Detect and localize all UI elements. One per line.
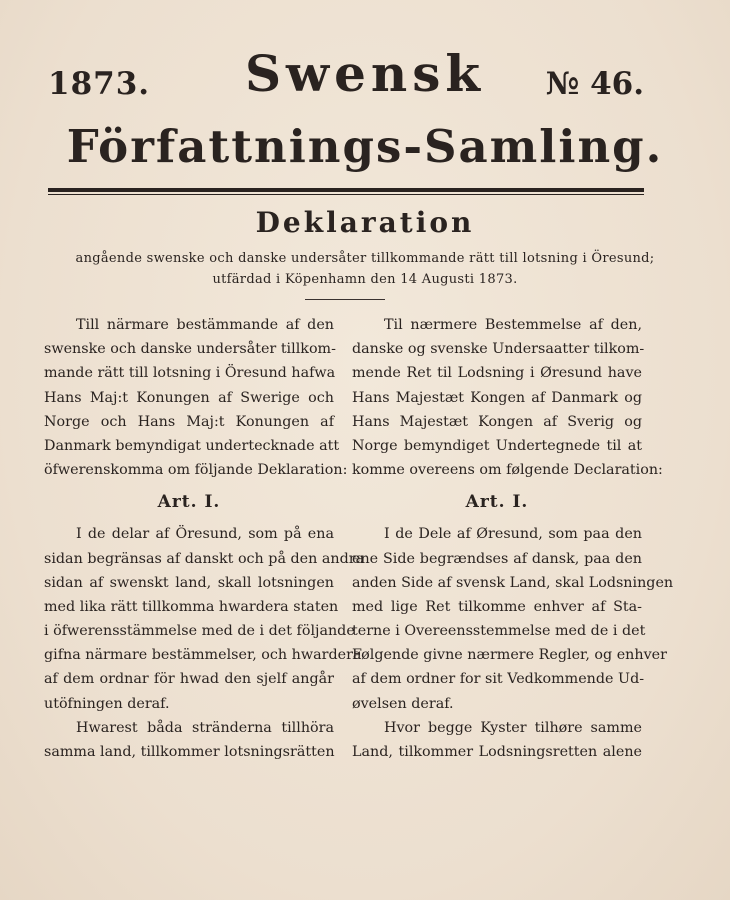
text-line: med lige Ret tilkomme enhver af Sta- xyxy=(352,598,642,615)
publication-year: 1873. xyxy=(48,66,151,102)
masthead-title-line2: Författnings-Samling. xyxy=(66,120,664,173)
text-line: utöfningen deraf. xyxy=(44,695,170,712)
text-line: af dem ordner for sit Vedkommende Ud- xyxy=(352,671,645,688)
text-line: Norge och Hans Maj:t Konungen af xyxy=(44,413,334,430)
text-line: Hvor begge Kyster tilhøre samme xyxy=(384,719,642,736)
subheading-line1: angående swenske och danske undersåter tillkommande rätt till lotsning i Öresund; xyxy=(75,251,655,266)
text-line: I de Dele af Øresund, som paa den xyxy=(384,526,642,543)
text-line: mande rätt till lotsning i Öresund hafwa xyxy=(44,365,336,382)
text-line: øvelsen deraf. xyxy=(352,695,454,712)
masthead-rule-thin xyxy=(48,194,644,195)
swedish-column xyxy=(44,313,365,764)
text-line: Til nærmere Bestemmelse af den, xyxy=(384,317,642,333)
text-line: sidan begränsas af danskt och på den andra xyxy=(44,550,365,567)
text-line: mende Ret til Lodsning i Øresund have xyxy=(352,365,642,382)
text-line: danske og svenske Undersaatter tilkom- xyxy=(352,341,645,358)
text-line: med lika rätt tillkomma hwardera staten xyxy=(44,598,339,615)
issue-number: № 46. xyxy=(545,66,644,102)
text-line: sidan af swenskt land, skall lotsningen xyxy=(44,574,334,591)
text-line: af dem ordnar för hwad den sjelf angår xyxy=(44,671,334,688)
text-line: terne i Overeensstemmelse med de i det xyxy=(352,623,646,640)
masthead-rule-thick xyxy=(48,188,644,192)
masthead-title-line1: Swensk xyxy=(244,44,486,103)
text-line: Land, tilkommer Lodsningsretten alene xyxy=(352,744,642,760)
text-line: öfwerenskomma om följande Deklaration: xyxy=(44,462,348,479)
text-line: Till närmare bestämmande af den xyxy=(76,317,334,333)
text-line: Hans Majestæt Kongen af Danmark og xyxy=(352,389,642,406)
section-divider xyxy=(305,299,385,300)
text-line: gifna närmare bestämmelser, och hwardera xyxy=(44,647,362,664)
text-line: Hans Majestæt Kongen af Sverig og xyxy=(352,413,642,430)
text-line: Norge bemyndiget Undertegnede til at xyxy=(352,437,642,454)
document-heading: Deklaration xyxy=(255,206,475,239)
article-title: Art. I. xyxy=(465,492,529,513)
text-line: swenske och danske undersåter tillkom- xyxy=(44,341,336,358)
text-line: samma land, tillkommer lotsningsrätten xyxy=(44,744,335,760)
text-line: anden Side af svensk Land, skal Lodsningen xyxy=(352,574,674,591)
subheading-line2: utfärdad i Köpenhamn den 14 Augusti 1873. xyxy=(212,272,518,287)
text-line: I de delar af Öresund, som på ena xyxy=(76,526,334,543)
text-line: Danmark bemyndigat undertecknade att xyxy=(44,437,340,454)
text-line: komme overeens om følgende Declaration: xyxy=(352,462,663,479)
text-line: Hans Maj:t Konungen af Swerige och xyxy=(44,389,334,406)
text-line: i öfwerensstämmelse med de i det följande xyxy=(44,623,355,640)
text-line: ene Side begrændses af dansk, paa den xyxy=(352,550,642,567)
text-line: Følgende givne nærmere Regler, og enhver xyxy=(352,647,667,664)
article-title: Art. I. xyxy=(157,492,221,513)
text-line: Hwarest båda stränderna tillhöra xyxy=(76,719,334,736)
danish-column xyxy=(352,313,674,764)
